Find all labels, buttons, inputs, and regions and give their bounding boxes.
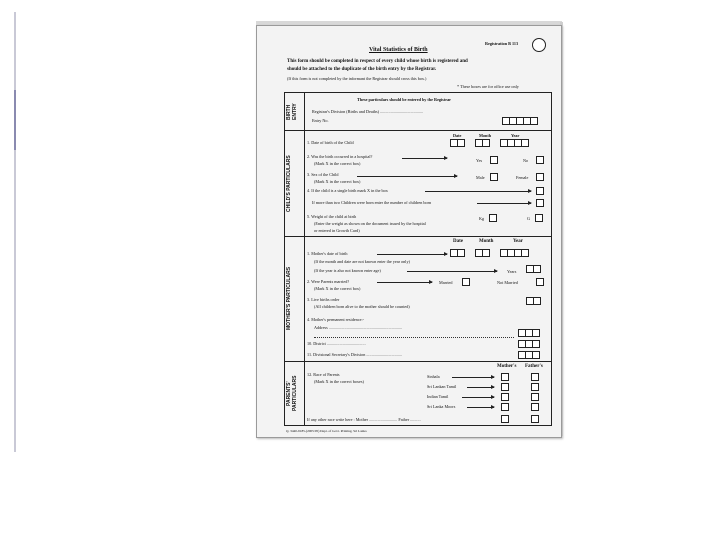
male-label: Male [476, 175, 485, 180]
m-col-date: Date [453, 239, 463, 244]
q4-label: 4. If the child is a single birth mark X in the box [307, 188, 388, 193]
q12-sub: (Mark X in the correct boxes) [314, 379, 364, 384]
race-4: Sri Lanka Moors [427, 404, 456, 409]
race-arrow [462, 397, 494, 398]
kg-label: Kg [479, 216, 485, 221]
female-label: Female [516, 175, 529, 180]
mother-dob-year[interactable] [501, 249, 529, 257]
q10-label[interactable]: 10. District ..................................... [307, 341, 366, 346]
q7-arrow [377, 282, 432, 283]
form-title: Vital Statistics of Birth [369, 47, 428, 53]
q4-arrow [425, 191, 531, 192]
race-3: Indian Tamil [427, 394, 449, 399]
other-race-line[interactable]: If any other race write here : Mother ........................... Father .......... [307, 417, 421, 422]
race-1-father-box[interactable] [531, 373, 539, 381]
married-label: Married [439, 280, 453, 285]
registrar-division: Registrar's Division (Births and Deaths) ......................................... [312, 109, 424, 114]
race-3-mother-box[interactable] [501, 393, 509, 401]
q11-label[interactable]: 11. Divisional Secretary's Division .................................. [307, 352, 402, 357]
mother-age-box[interactable] [527, 265, 541, 273]
q2-arrow [402, 158, 447, 159]
section-divider [284, 236, 552, 237]
race-2: Sri Lankan Tamil [427, 384, 457, 389]
q3-label: 3. Sex of the Child [307, 172, 339, 177]
m-col-year: Year [513, 239, 523, 244]
weight-kg-box[interactable] [490, 214, 497, 222]
other-race-father-box[interactable] [531, 415, 539, 423]
female-checkbox[interactable] [536, 173, 544, 181]
race-2-mother-box[interactable] [501, 383, 509, 391]
q3-sub: (Mark X in the correct box) [314, 179, 361, 184]
q8-sub: (All children born alive to the mother should be counted) [314, 304, 410, 309]
slide-left-accent [14, 90, 16, 150]
m-col-month: Month [479, 239, 494, 244]
race-1-mother-box[interactable] [501, 373, 509, 381]
registrar-header: These particulars should be entered by the Registrar [357, 97, 452, 102]
side-label-birth-entry: BIRTH ENTRY [286, 103, 298, 121]
q2-label: 2. Was the birth occurred in a hospital? [307, 154, 373, 159]
q9-address[interactable]: Address ...................................................................... [314, 325, 403, 330]
q8-label: 3. Live births order [307, 297, 340, 302]
q5-sub-2: or entered in Growth Card) [314, 228, 360, 233]
section-divider [284, 361, 552, 362]
col-month: Month [479, 133, 492, 138]
race-1: Sinhala [427, 374, 440, 379]
q4-sub-arrow [477, 203, 531, 204]
q1-label: 1. Date of birth of the Child [307, 140, 354, 145]
no-label: No [523, 158, 529, 163]
intro-line-2: should be attached to the duplicate of the birth entry by the Registrar. [287, 67, 437, 72]
single-birth-checkbox[interactable] [536, 187, 544, 195]
ds-division-code-box[interactable] [519, 351, 540, 359]
form-footer: Q. 3440-9185-(2005/05) Dept. of Govt. Printing, Sri Lanka [286, 429, 367, 433]
q6-sub-arrow [407, 271, 497, 272]
entry-no-boxes[interactable] [503, 117, 538, 125]
race-4-father-box[interactable] [531, 403, 539, 411]
not-married-checkbox[interactable] [536, 278, 544, 286]
mothers-col: Mother's [497, 364, 517, 369]
intro-line-1: This form should be completed in respect of every child whose birth is registered and [287, 59, 468, 64]
intro-line-3: (If this form is not completed by the informant the Registrar should cross this box.) [287, 76, 427, 81]
side-label-child: CHILD'S PARTICULARS [286, 155, 292, 213]
registration-label: Registration B 113 [485, 41, 519, 46]
race-arrow [452, 377, 494, 378]
race-2-father-box[interactable] [531, 383, 539, 391]
child-dob-month[interactable] [476, 139, 490, 147]
mother-dob-month[interactable] [476, 249, 490, 257]
q9-label: 4. Mother's permanent residence:- [307, 317, 365, 322]
weight-g-box[interactable] [536, 214, 543, 222]
birth-order-box[interactable] [527, 297, 541, 305]
children-count-box[interactable] [536, 199, 544, 207]
race-arrow [467, 387, 494, 388]
fathers-col: Father's [525, 364, 543, 369]
race-3-father-box[interactable] [531, 393, 539, 401]
address-line[interactable] [314, 337, 514, 338]
q6-arrow [377, 254, 447, 255]
g-label: G [527, 216, 531, 221]
mother-dob-date[interactable] [451, 249, 465, 257]
office-note: * These boxes are for office use only [457, 84, 519, 89]
office-circle [532, 38, 546, 52]
q12-label: 12. Race of Parents [307, 372, 340, 377]
yes-checkbox[interactable] [490, 156, 498, 164]
district-code-box[interactable] [519, 340, 540, 348]
race-arrow [467, 407, 494, 408]
side-label-parents: PARENTS' PARTICULARS [286, 375, 298, 412]
race-4-mother-box[interactable] [501, 403, 509, 411]
q3-arrow [357, 176, 457, 177]
q6-label: 1. Mother's date of birth [307, 251, 348, 256]
q6-sub-2: (If the year is also not known enter age) [314, 268, 381, 273]
q5-sub-1: (Enter the weight as shown on the document issued by the hospital [314, 221, 426, 226]
yes-label: Yes [476, 158, 483, 163]
q4-sub: If more than two Children were born enter the number of children born [312, 200, 432, 205]
no-checkbox[interactable] [536, 156, 544, 164]
side-label-mother: MOTHER'S PARTICULARS [286, 266, 292, 331]
child-dob-date[interactable] [451, 139, 465, 147]
address-code-box[interactable] [519, 329, 540, 337]
section-divider [284, 130, 552, 131]
col-date: Date [453, 133, 462, 138]
q7-label: 2. Were Parents married? [307, 279, 350, 284]
q6-sub-1: (If the month and date are not known enter the year only) [314, 259, 410, 264]
child-dob-year[interactable] [501, 139, 529, 147]
q2-sub: (Mark X in the correct box) [314, 161, 361, 166]
other-race-mother-box[interactable] [501, 415, 509, 423]
scanned-birth-form [256, 25, 562, 438]
entry-no: Entry No. [312, 118, 329, 123]
male-checkbox[interactable] [490, 173, 498, 181]
not-married-label: Not Married [497, 280, 518, 285]
q7-sub: (Mark X in the correct box) [314, 286, 361, 291]
years-label: Years [507, 269, 517, 274]
slide-left-rule [14, 12, 16, 452]
side-column-divider [304, 92, 305, 426]
col-year: Year [511, 133, 520, 138]
married-checkbox[interactable] [462, 278, 470, 286]
q5-label: 5. Weight of the child at birth [307, 214, 357, 219]
